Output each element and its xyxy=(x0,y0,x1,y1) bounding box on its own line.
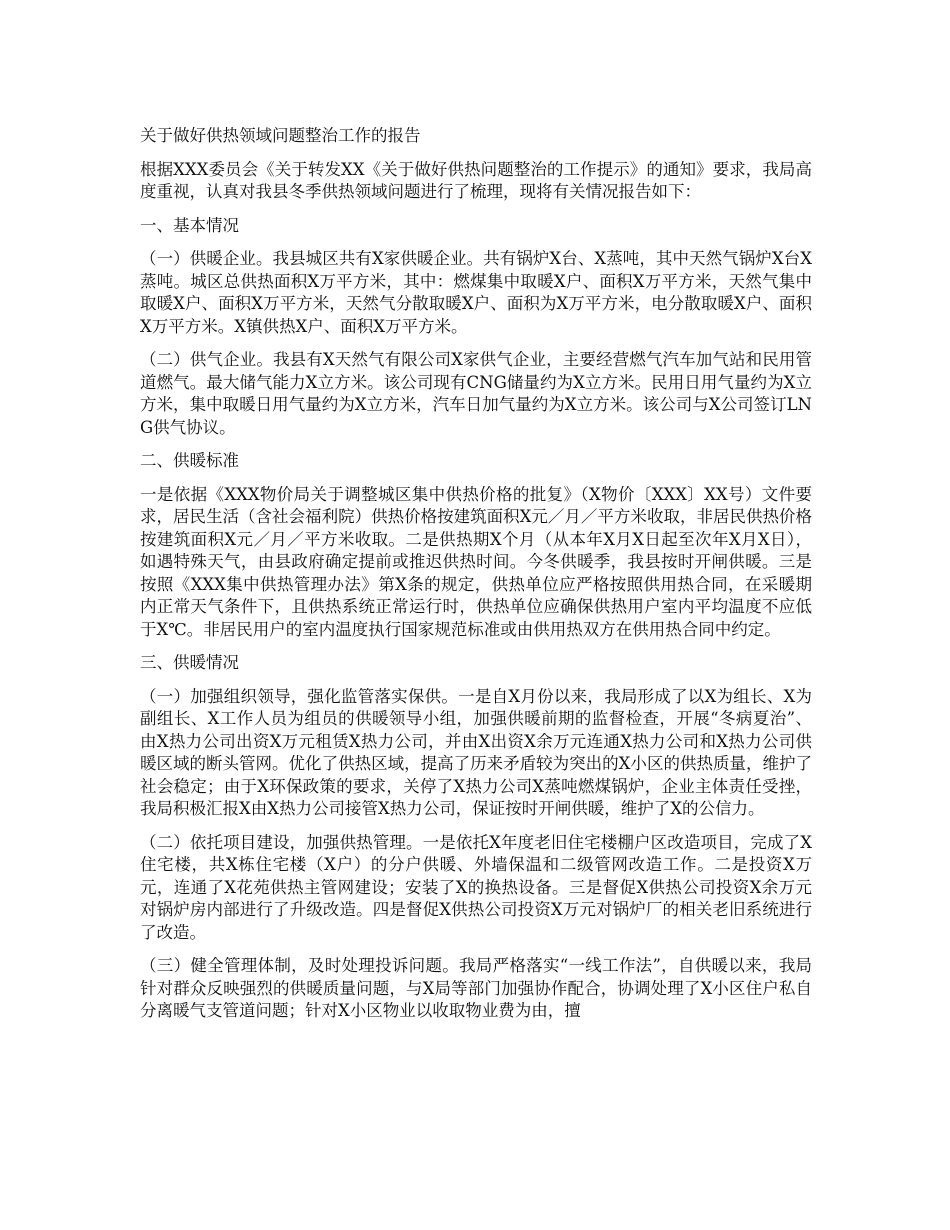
paragraph-heating-enterprises: （一）供暖企业。我县城区共有X家供暖企业。共有锅炉X台、X蒸吨，其中天然气锅炉X台X蒸吨。城区总供热面积X万平方米，其中：燃煤集中取暖X户、面积X万平方米，天然气集中取暖X户、面积X万平方米，天然气分散取暖X户、面积为X万平方米，电分散取暖X户、面积X万平方米。X镇供热X户、面积X万平方米。 xyxy=(140,249,812,336)
paragraph-management-system: （三）健全管理体制，及时处理投诉问题。我局严格落实“一线工作法”，自供暖以来，我局针对群众反映强烈的供暖质量问题，与X局等部门加强协作配合，协调处理了X小区住户私自分离暖气支管道问题；针对X小区物业以收取物业费为由，擅 xyxy=(140,956,812,1020)
document-body xyxy=(140,125,812,1034)
paragraph-organization-leadership: （一）加强组织领导，强化监管落实保供。一是自X月份以来，我局形成了以X为组长、X为副组长、X工作人员为组员的供暖领导小组，加强供暖前期的监督检查，开展“冬病夏治”、由X热力公司出资X万元租赁X热力公司，并由X出资X余万元连通X热力公司和X热力公司供暖区域的断头管网。优化了供热区域，提高了历来矛盾较为突出的X小区的供热质量，维护了社会稳定；由于X环保政策的要求，关停了X热力公司X蒸吨燃煤锅炉，企业主体责任受挫，我局积极汇报X由X热力公司接管X热力公司，保证按时开闸供暖，维护了X的公信力。 xyxy=(140,686,812,818)
section-heading-basic-situation: 一、基本情况 xyxy=(140,215,239,235)
intro-paragraph: 根据XXX委员会《关于转发XX《关于做好供热问题整治的工作提示》的通知》要求，我局高度重视，认真对我县冬季供热领域问题进行了梳理，现将有关情况报告如下： xyxy=(140,159,812,201)
section-heading-heating-standard: 二、供暖标准 xyxy=(140,451,239,470)
paragraph-heating-standard: 一是依据《XXX物价局关于调整城区集中供热价格的批复》（X物价〔XXX〕XX号）文件要求，居民生活（含社会福利院）供热价格按建筑面积X元／月／平方米收取，非居民供热价格按建筑面积X元／月／平方米收取。二是供热期X个月（从本年X月X日起至次年X月X日），如遇特殊天气，由县政府确定提前或推迟供热时间。今冬供暖季，我县按时开闸供暖。三是按照《XXX集中供热管理办法》第X条的规定，供热单位应严格按照供用热合同，在采暖期内正常天气条件下，且供热系统正常运行时，供热单位应确保供热用户室内平均温度不应低于X℃。非居民用户的室内温度执行国家规范标准或由供用热双方在供用热合同中约定。 xyxy=(140,484,812,639)
paragraph-gas-enterprises: （二）供气企业。我县有X天然气有限公司X家供气企业，主要经营燃气汽车加气站和民用管道燃气。最大储气能力X立方米。该公司现有CNG储量约为X立方米。民用日用气量约为X立方米，集中取暖日用气量约为X立方米，汽车日加气量约为X立方米。该公司与X公司签订LNG供气协议。 xyxy=(140,350,812,437)
document-title: 关于做好供热领域问题整治工作的报告 xyxy=(140,126,421,145)
section-heading-heating-situation: 三、供暖情况 xyxy=(140,653,239,672)
paragraph-project-construction: （二）依托项目建设，加强供热管理。一是依托X年度老旧住宅楼棚户区改造项目，完成了X住宅楼，共X栋住宅楼（X户）的分户供暖、外墙保温和二级管网改造工作。二是投资X万元，连通了X花苑供热主管网建设；安装了X的换热设备。三是督促X供热公司投资X余万元对锅炉房内部进行了升级改造。四是督促X供热公司投资X万元对锅炉厂的相关老旧系统进行了改造。 xyxy=(140,832,812,942)
